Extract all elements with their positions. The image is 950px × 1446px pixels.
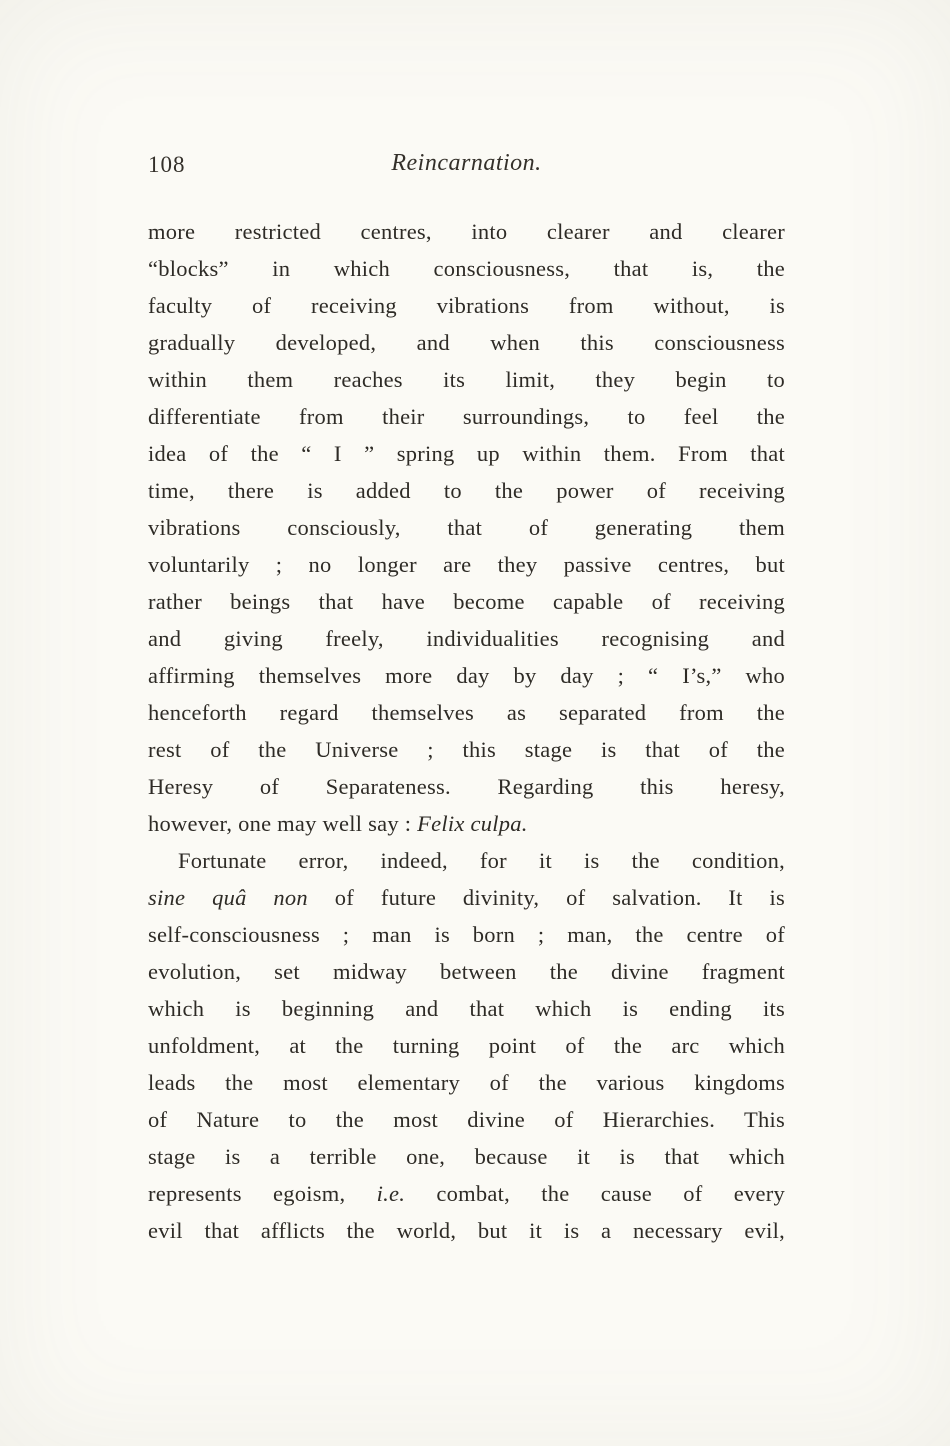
page-header	[148, 150, 785, 186]
text-run: stage is a terrible one, because it is that which	[148, 1144, 785, 1169]
text-run: affirming themselves more day by day ; “ I’s,” who	[148, 663, 785, 688]
text-line	[148, 509, 785, 546]
text-line	[148, 583, 785, 620]
italic-text-run: Felix culpa.	[417, 811, 528, 836]
text-line	[148, 1064, 785, 1101]
text-run: represents egoism,	[148, 1181, 377, 1206]
page-number: 108	[148, 152, 186, 177]
text-line	[148, 805, 785, 842]
text-run: leads the most elementary of the various kingdoms	[148, 1070, 785, 1095]
text-line	[148, 324, 785, 361]
text-run: voluntarily ; no longer are they passive centres, but	[148, 552, 785, 577]
text-run: time, there is added to the power of receiving	[148, 478, 785, 503]
text-run: which is beginning and that which is ending its	[148, 996, 785, 1021]
text-run: henceforth regard themselves as separated from the	[148, 700, 785, 725]
text-run: faculty of receiving vibrations from without, is	[148, 293, 785, 318]
text-line	[148, 657, 785, 694]
running-title: Reincarnation.	[391, 150, 542, 176]
text-line	[148, 546, 785, 583]
text-line	[148, 768, 785, 805]
text-run: gradually developed, and when this consciousness	[148, 330, 785, 355]
text-run: vibrations consciously, that of generating them	[148, 515, 785, 540]
text-run: Fortunate error, indeed, for it is the condition,	[178, 848, 785, 873]
text-line	[148, 361, 785, 398]
text-line	[148, 250, 785, 287]
text-run: of Nature to the most divine of Hierarchies. This	[148, 1107, 785, 1132]
text-run: unfoldment, at the turning point of the arc which	[148, 1033, 785, 1058]
italic-text-run: i.e.	[376, 1181, 406, 1206]
text-line	[148, 916, 785, 953]
text-run: idea of the “ I ” spring up within them. From that	[148, 441, 785, 466]
page-body	[148, 213, 785, 1249]
text-line	[148, 953, 785, 990]
text-line	[148, 879, 785, 916]
text-run: of future divinity, of salvation. It is	[307, 885, 785, 910]
text-run: self-consciousness ; man is born ; man, the centre of	[148, 922, 785, 947]
text-run: and giving freely, individualities recognising and	[148, 626, 785, 651]
text-line	[148, 287, 785, 324]
text-line	[148, 990, 785, 1027]
text-run: rather beings that have become capable of receiving	[148, 589, 785, 614]
text-line	[148, 1138, 785, 1175]
text-line	[148, 1101, 785, 1138]
text-run: rest of the Universe ; this stage is that of the	[148, 737, 785, 762]
text-run: “blocks” in which consciousness, that is, the	[148, 256, 785, 281]
text-run: evolution, set midway between the divine fragment	[148, 959, 785, 984]
text-line	[148, 694, 785, 731]
text-line	[148, 1027, 785, 1064]
text-line	[148, 842, 785, 879]
text-run: Heresy of Separateness. Regarding this heresy,	[148, 774, 785, 799]
italic-text-run: sine quâ non	[148, 885, 308, 910]
text-line	[148, 472, 785, 509]
text-run: combat, the cause of every	[405, 1181, 785, 1206]
text-run: within them reaches its limit, they begin to	[148, 367, 785, 392]
text-line	[148, 213, 785, 250]
text-line	[148, 1175, 785, 1212]
text-run: differentiate from their surroundings, to feel the	[148, 404, 785, 429]
text-run: however, one may well say :	[148, 811, 418, 836]
text-run: evil that afflicts the world, but it is a necessary evil,	[148, 1218, 785, 1243]
text-line	[148, 620, 785, 657]
text-run: more restricted centres, into clearer and clearer	[148, 219, 785, 244]
text-line	[148, 731, 785, 768]
text-line	[148, 1212, 785, 1249]
text-line	[148, 435, 785, 472]
text-line	[148, 398, 785, 435]
